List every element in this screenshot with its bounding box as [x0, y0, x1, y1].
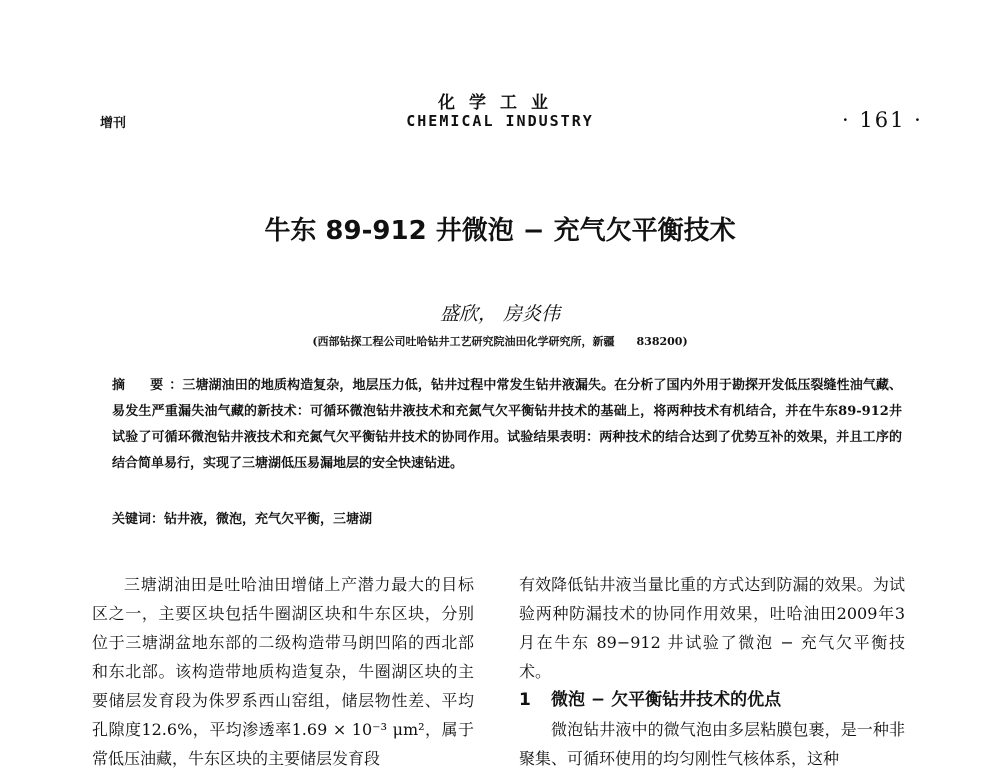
section-title: 微泡 − 欠平衡钻井技术的优点: [551, 690, 782, 710]
affiliation: (西部钻探工程公司吐哈钻井工艺研究院油田化学研究所，新疆 838200): [312, 335, 688, 348]
authors: 盛欣， 房炎伟: [439, 303, 561, 325]
abstract-text: 三塘湖油田的地质构造复杂，地层压力低，钻井过程中常发生钻井液漏失。在分析了国内外用于勘探开发低压裂缝性油气藏、易发生严重漏失油气藏的新技术：可循环微泡钻井液技术和充氮气欠平衡钻井技术的基础上，将两种技术有机结合，并在牛东89-912井试验了可循环微泡钻井液技术和充氮气欠平衡钻井技术的协同作用。试验结果表明：两种技术的结合达到了优势互补的效果，并且工序的结合简单易行，实现了三塘湖低压易漏地层的安全快速钻进。: [112, 378, 902, 471]
body-paragraph: 有效降低钻井液当量比重的方式达到防漏的效果。为试验两种防漏技术的协同作用效果，吐哈油田2009年3月在牛东 89−912 井试验了微泡 − 充气欠平衡技术。: [519, 575, 905, 681]
abstract: [112, 373, 902, 477]
section-heading: [519, 686, 905, 715]
journal-name-cn: 化学工业: [438, 93, 562, 113]
body-paragraph: 三塘湖油田是吐哈油田增储上产潜力最大的目标区之一，主要区块包括牛圈湖区块和牛东区块，分别位于三塘湖盆地东部的二级构造带马朗凹陷的西北部和东北部。该构造带地质构造复杂，牛圈湖区块的主要储层发育段为侏罗系西山窑组，储层物性差、平均孔隙度12.6%，平均渗透率1.69 × 10⁻³ μm²，属于常低压油藏，牛东区块的主要储层发育段: [92, 575, 474, 768]
keywords-text: 钻井液，微泡，充气欠平衡，三塘湖: [164, 512, 373, 527]
keywords-colon: ：: [151, 512, 165, 527]
article-title: 牛东 89-912 井微泡 − 充气欠平衡技术: [264, 216, 736, 246]
journal-name-en: CHEMICAL INDUSTRY: [406, 112, 594, 130]
section-number: 1: [519, 690, 531, 710]
body-right-column: [519, 570, 905, 773]
keywords: [112, 508, 902, 527]
abstract-colon: ：: [169, 378, 183, 393]
body-paragraph: 微泡钻井液中的微气泡由多层粘膜包裹，是一种非聚集、可循环使用的均匀刚性气核体系，这种: [519, 720, 905, 768]
issue-label: 增刊: [100, 116, 127, 131]
keywords-label: 关键词: [112, 512, 152, 527]
body-left-column: [92, 570, 474, 773]
page-number: · 161 ·: [842, 108, 923, 132]
abstract-label: 摘 要: [112, 378, 170, 393]
